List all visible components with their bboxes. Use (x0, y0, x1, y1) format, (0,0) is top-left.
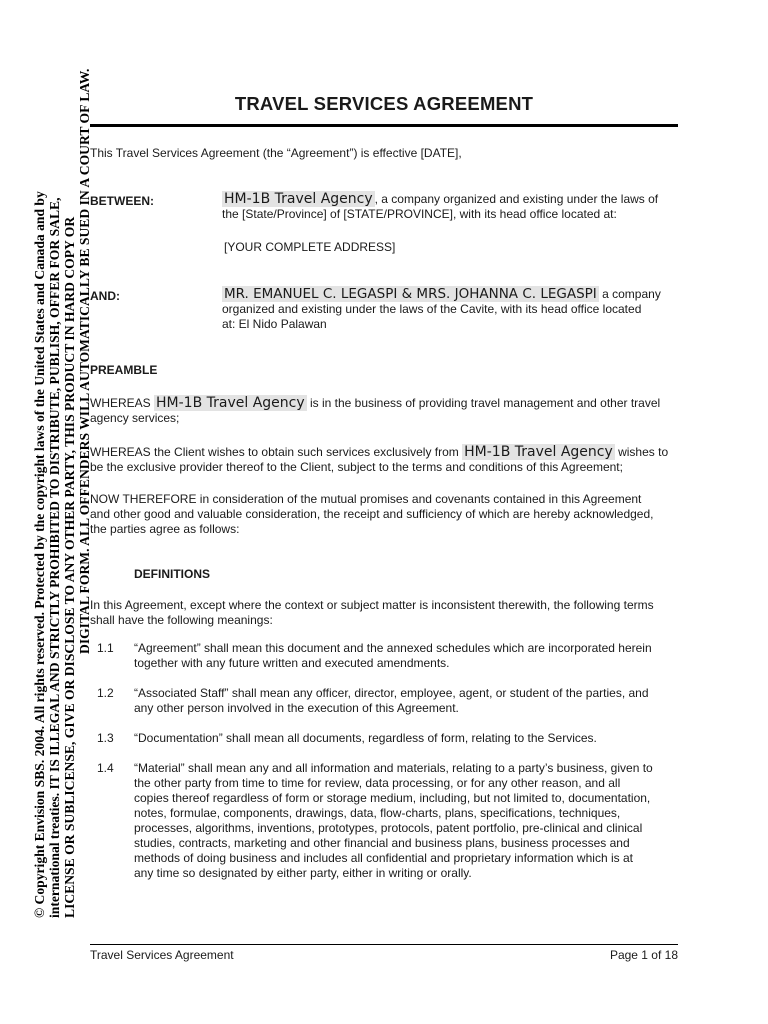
definitions-intro-line-2: shall have the following meanings: (90, 613, 273, 627)
preamble-heading: PREAMBLE (90, 363, 158, 377)
definition-line: “Agreement” shall mean this document and the annexed schedules which are incorporated herein (134, 641, 652, 655)
title-divider (90, 124, 678, 127)
client-name: MR. EMANUEL C. LEGASPI & MRS. JOHANNA C. LEGASPI (224, 286, 597, 302)
whereas-2-start: WHEREAS the Client wishes to obtain such services exclusively from (90, 445, 463, 459)
now-therefore-line-3: the parties agree as follows: (90, 522, 240, 536)
watermark-line-2: international treaties. IT IS ILLEGAL AND STRICTLY PROHIBITED TO DISTRIBUTE, PUBLISH, OFFER FOR SALE, (47, 197, 62, 918)
definition-number: 1.2 (97, 686, 114, 700)
document-title: TRAVEL SERVICES AGREEMENT (234, 93, 534, 114)
definitions-heading: DEFINITIONS (134, 567, 211, 581)
now-therefore (90, 492, 680, 537)
definition-line: studies, contracts, marketing and other financial and business plans, business processes and (134, 836, 630, 850)
definition-line: processes, algorithms, inventions, prototypes, protocols, patent portfolio, pre-clinical and clinical (134, 821, 643, 835)
between-party-block (222, 192, 682, 222)
and-label: AND: (90, 289, 120, 303)
watermark-line-3: LICENSE OR SUBLICENSE, GIVE OR DISCLOSE TO ANY OTHER PARTY, THIS PRODUCT IN HARD COPY OR (62, 216, 77, 918)
definition-line: copies thereof regardless of form or storage medium, including, but not limited to, documentation, (134, 791, 651, 805)
definition-line: the other party from time to time for review, data processing, or for any other reason, and all (134, 776, 621, 790)
definition-line: any time so designated by either party, either in writing or orally. (134, 866, 472, 880)
definition-material (134, 761, 680, 881)
footer-page-number: Page 1 of 18 (609, 948, 678, 962)
between-text-1: , a company organized and existing under the laws of (374, 192, 659, 206)
intro-text: This Travel Services Agreement (the “Agreement”) is effective [DATE], (90, 146, 462, 160)
definition-documentation (134, 731, 680, 746)
whereas-2 (90, 445, 680, 475)
whereas-2-line-2: be the exclusive provider thereof to the Client, subject to the terms and conditions of this Agreement; (90, 460, 623, 474)
and-text-1: a company (598, 287, 661, 301)
copyright-watermark (32, 0, 142, 920)
definition-number: 1.4 (97, 761, 114, 775)
agency-name: HM-1B Travel Agency (464, 444, 613, 460)
now-therefore-line-1: NOW THEREFORE in consideration of the mutual promises and covenants contained in this Agreement (90, 492, 642, 506)
definition-line: “Material” shall mean any and all information and materials, relating to a party’s business, given to (134, 761, 653, 775)
between-label: BETWEEN: (90, 194, 154, 208)
definition-line: “Documentation” shall mean all documents, regardless of form, relating to the Services. (134, 731, 597, 745)
definition-number: 1.3 (97, 731, 114, 745)
and-text-2: organized and existing under the laws of the Cavite, with its head office located (222, 302, 642, 316)
watermark-line-1: © Copyright Envision SBS. 2004. All rights reserved. Protected by the copyright laws of the United States and Canada and by (32, 191, 47, 918)
definition-line: together with any future written and executed amendments. (134, 656, 450, 670)
definition-line: “Associated Staff” shall mean any officer, director, employee, agent, or student of the parties, and (134, 686, 649, 700)
agency-name: HM-1B Travel Agency (156, 395, 305, 411)
whereas-1-line-2: agency services; (90, 411, 180, 425)
whereas-1-end: is in the business of providing travel management and other travel (306, 396, 661, 410)
whereas-1 (90, 396, 680, 426)
between-text-2: the [State/Province] of [STATE/PROVINCE], with its head office located at: (222, 207, 617, 221)
and-text-3: at: El Nido Palawan (222, 317, 327, 331)
watermark-line-4: DIGITAL FORM. ALL OFFENDERS WILL AUTOMATICALLY BE SUED IN A COURT OF LAW. (77, 68, 92, 654)
agency-name: HM-1B Travel Agency (224, 191, 373, 207)
definition-line: any other person involved in the execution of this Agreement. (134, 701, 459, 715)
now-therefore-line-2: and other good and valuable consideration, the receipt and sufficiency of which are hereby acknowledged, (90, 507, 654, 521)
address-placeholder: [YOUR COMPLETE ADDRESS] (224, 240, 396, 254)
definition-number: 1.1 (97, 641, 114, 655)
footer-document-name: Travel Services Agreement (90, 948, 234, 962)
definition-line: notes, formulae, components, drawings, data, flow-charts, plans, specifications, techniques, (134, 806, 621, 820)
whereas-2-end: wishes to (614, 445, 669, 459)
client-party-block (222, 287, 682, 332)
definition-agreement (134, 641, 680, 671)
definitions-intro (90, 598, 680, 628)
definition-line: methods of doing business and includes all confidential and proprietary information which is at (134, 851, 633, 865)
whereas-1-start: WHEREAS (90, 396, 155, 410)
definition-associated-staff (134, 686, 680, 716)
footer-divider (90, 944, 678, 945)
definitions-intro-line-1: In this Agreement, except where the context or subject matter is inconsistent therewith, the following terms (90, 598, 654, 612)
